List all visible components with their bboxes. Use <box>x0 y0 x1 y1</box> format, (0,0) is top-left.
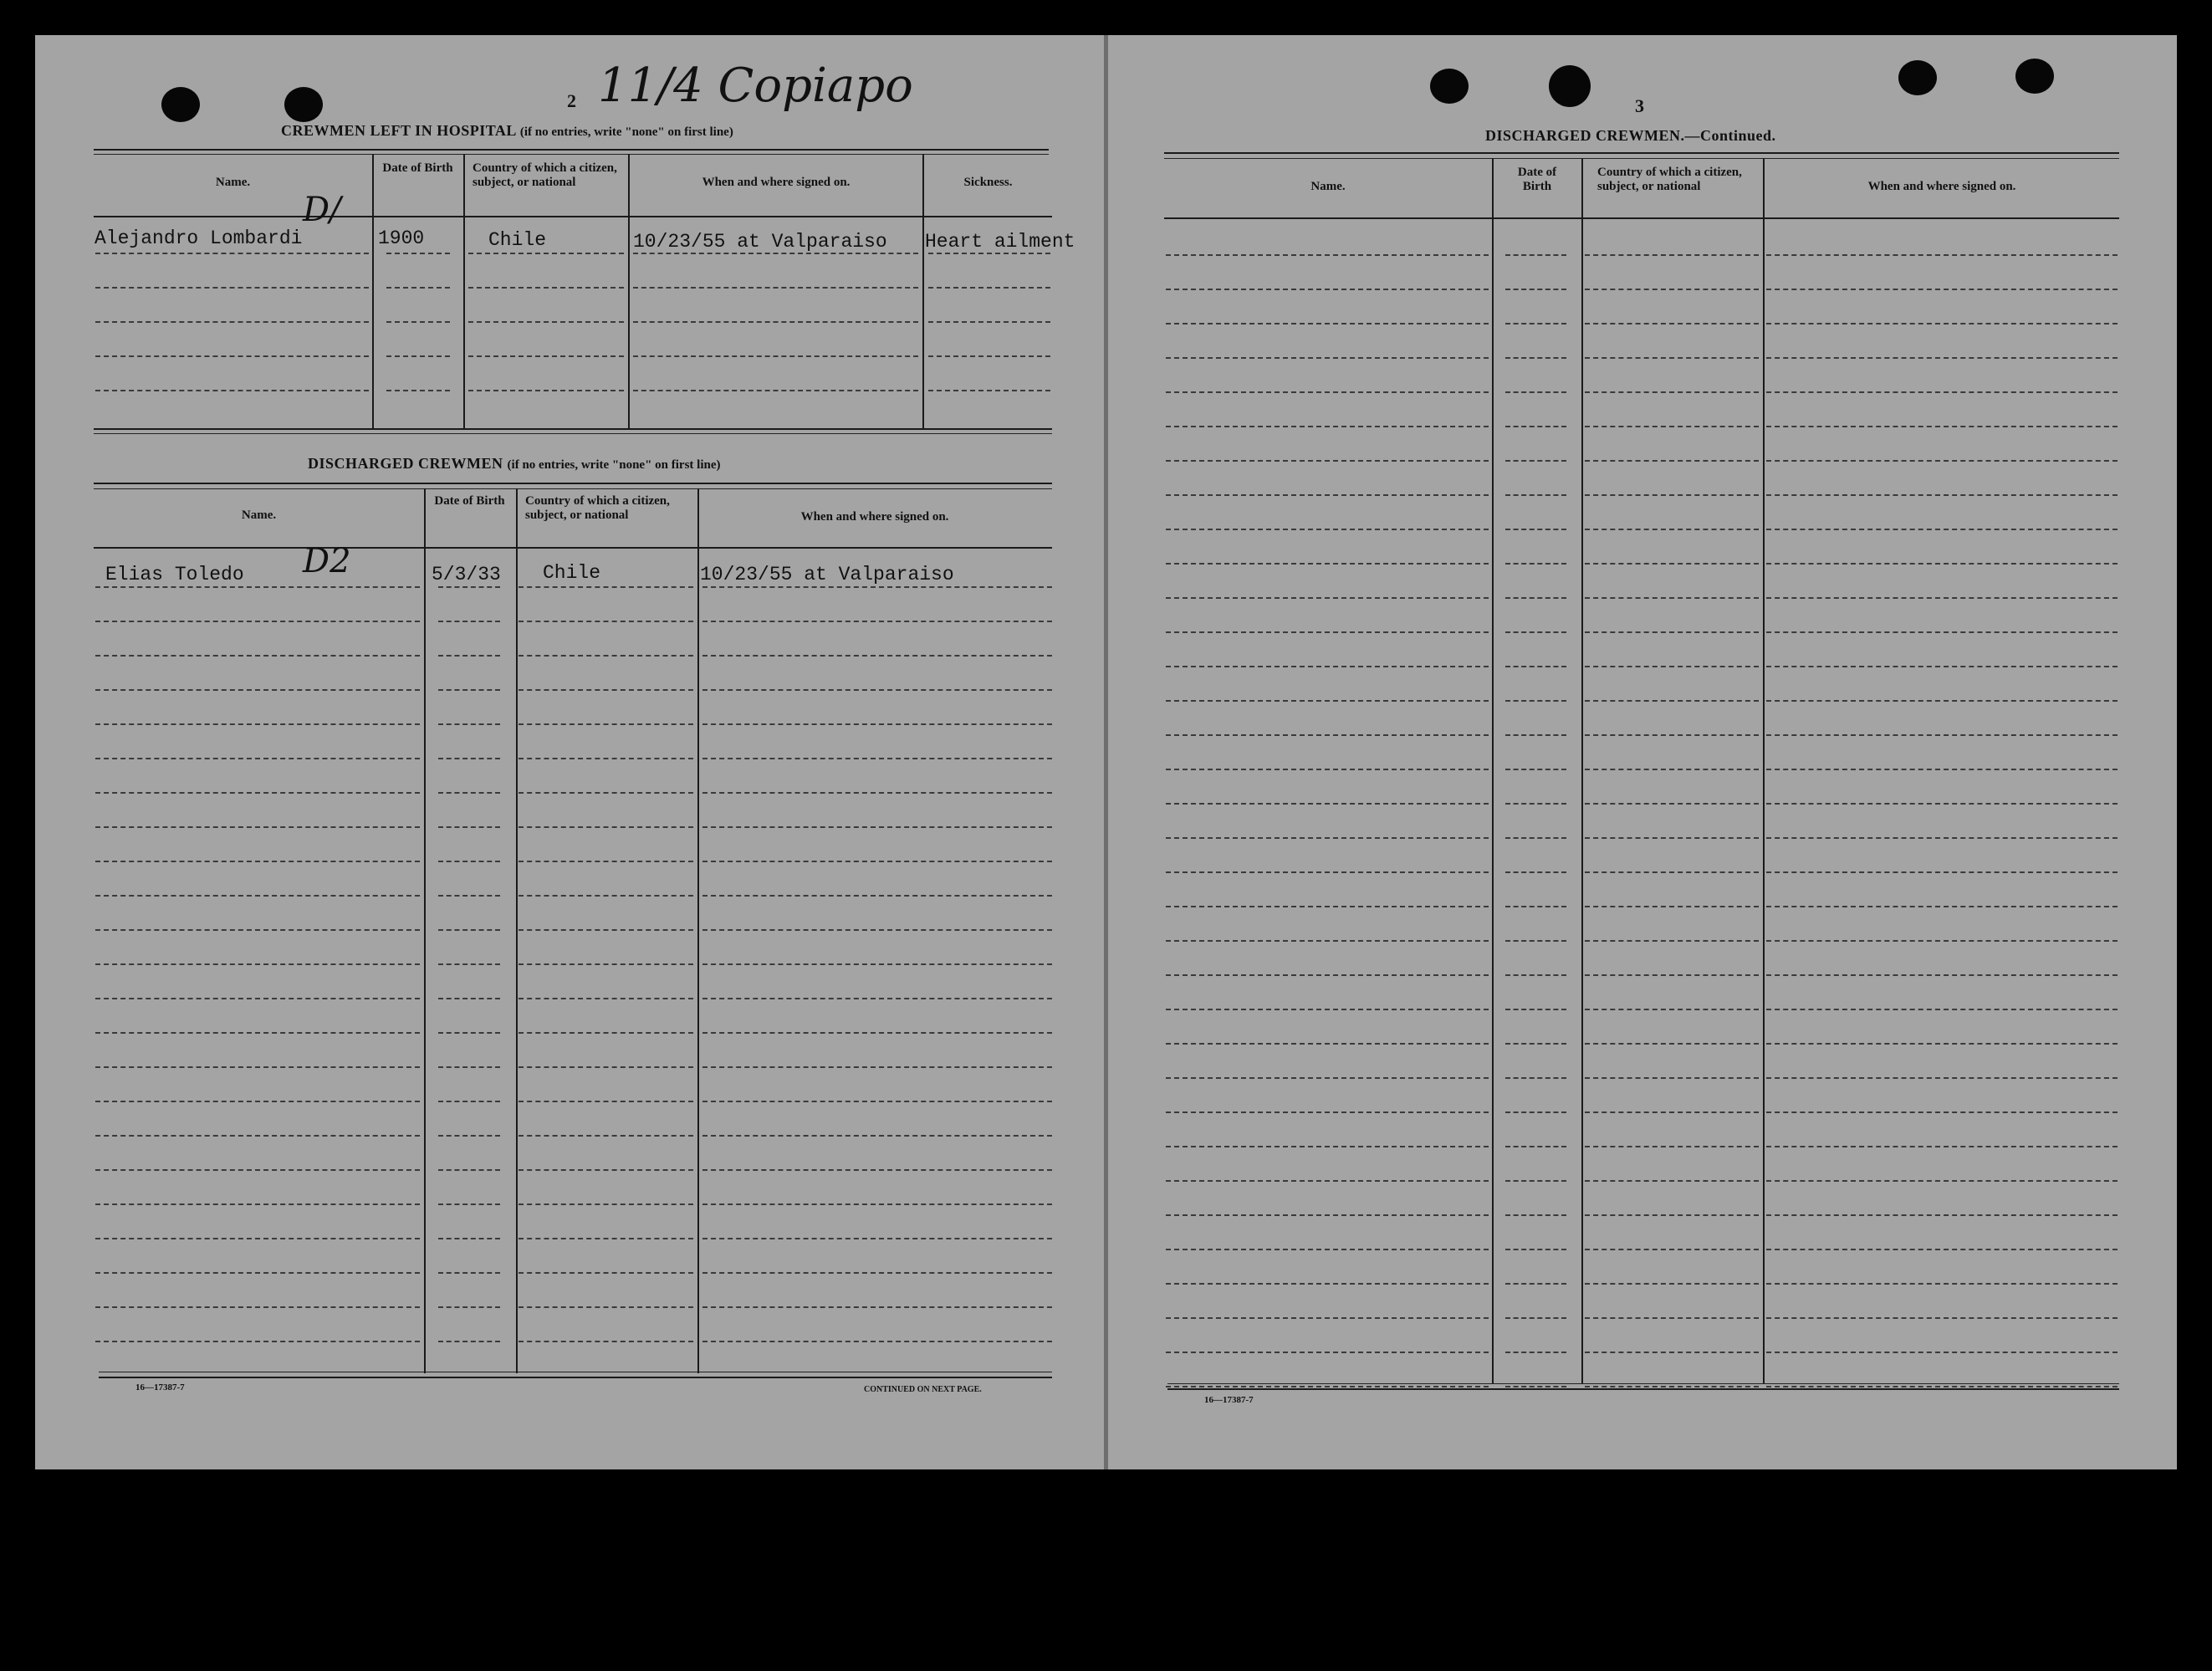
ruled-line <box>1585 1146 1759 1147</box>
ruled-line <box>1166 460 1489 462</box>
ruled-line <box>1166 1180 1489 1182</box>
ruled-line <box>95 758 420 759</box>
hospital-col-sickness: Sickness. <box>963 176 1013 189</box>
ruled-line <box>468 287 624 289</box>
ruled-line <box>702 963 1052 965</box>
hospital-note: (if no entries, write "none" on first line) <box>519 125 733 139</box>
ruled-line <box>928 253 1050 254</box>
ruled-line <box>1505 734 1566 736</box>
ruled-line <box>1585 1283 1759 1285</box>
ruled-line <box>702 1135 1052 1137</box>
ruled-line <box>95 963 420 965</box>
ruled-line <box>468 253 624 254</box>
ruled-line <box>1166 254 1489 256</box>
ruled-line <box>1505 494 1566 496</box>
ruled-line <box>95 655 420 657</box>
punch-hole <box>1430 69 1469 104</box>
ruled-line <box>1585 391 1759 393</box>
handwritten-mark: D2 <box>303 542 351 580</box>
hospital-row-signed-on: 10/23/55 at Valparaiso <box>633 231 887 253</box>
ruled-line <box>1166 289 1489 290</box>
hospital-row-sickness: Heart ailment <box>925 231 1075 253</box>
ruled-line <box>386 355 450 357</box>
ruled-line <box>438 1203 500 1205</box>
ruled-line <box>1766 837 2117 839</box>
ruled-line <box>1505 357 1566 359</box>
ruled-line <box>1166 906 1489 907</box>
ruled-line <box>928 287 1050 289</box>
ruled-line <box>1585 529 1759 530</box>
ruled-line <box>1505 1146 1566 1147</box>
ruled-line <box>95 689 420 691</box>
ruled-line <box>1766 1111 2117 1113</box>
ruled-line <box>702 655 1052 657</box>
ruled-line <box>1585 426 1759 427</box>
ruled-line <box>702 929 1052 931</box>
ruled-line <box>1166 666 1489 667</box>
ruled-line <box>519 758 693 759</box>
ruled-line <box>1585 631 1759 633</box>
ruled-line <box>1766 631 2117 633</box>
hospital-section-title <box>281 122 733 140</box>
ruled-line <box>1505 1111 1566 1113</box>
ruled-line <box>1505 1249 1566 1250</box>
punch-hole <box>284 87 323 122</box>
ruled-line <box>1766 1317 2117 1319</box>
ruled-line <box>1505 769 1566 770</box>
ruled-line <box>702 895 1052 897</box>
ruled-line <box>1166 323 1489 324</box>
ruled-line <box>1505 1386 1566 1387</box>
ruled-line <box>95 287 369 289</box>
ruled-line <box>519 998 693 999</box>
ruled-line <box>1166 1249 1489 1250</box>
discharged-row-dob: 5/3/33 <box>432 564 501 585</box>
ruled-line <box>1505 1352 1566 1353</box>
punch-hole <box>1898 60 1937 95</box>
ruled-line <box>1585 1214 1759 1216</box>
ruled-line <box>1166 769 1489 770</box>
ruled-line <box>95 861 420 862</box>
ruled-line <box>95 723 420 725</box>
ruled-line <box>519 1135 693 1137</box>
ruled-line <box>1166 357 1489 359</box>
ruled-line <box>1585 837 1759 839</box>
ruled-line <box>633 287 918 289</box>
ruled-line <box>1766 666 2117 667</box>
ruled-line <box>95 929 420 931</box>
ruled-line <box>438 1272 500 1274</box>
ruled-line <box>1585 460 1759 462</box>
ruled-line <box>438 1306 500 1308</box>
ruled-line <box>1585 563 1759 565</box>
ruled-line <box>438 1238 500 1239</box>
ruled-line <box>1166 1352 1489 1353</box>
ruled-line <box>702 1066 1052 1068</box>
hospital-col-name: Name. <box>215 176 251 189</box>
ruled-line <box>1166 974 1489 976</box>
ruled-line <box>702 792 1052 794</box>
ruled-line <box>95 826 420 828</box>
right-col-dob: Date of Birth <box>1517 166 1557 193</box>
ruled-line <box>1766 734 2117 736</box>
ruled-line <box>1585 1111 1759 1113</box>
discharged-title: DISCHARGED CREWMEN <box>308 455 503 472</box>
ruled-line <box>95 895 420 897</box>
ruled-line <box>702 1203 1052 1205</box>
punch-hole <box>1549 65 1591 107</box>
discharged-section-title <box>308 455 720 473</box>
ruled-line <box>1585 1077 1759 1079</box>
ruled-line <box>1585 597 1759 599</box>
ruled-line <box>1766 1009 2117 1010</box>
ruled-line <box>1585 906 1759 907</box>
ruled-line <box>1766 1283 2117 1285</box>
ruled-line <box>95 1341 420 1342</box>
ruled-line <box>1166 1317 1489 1319</box>
ruled-line <box>1166 597 1489 599</box>
ruled-line <box>438 861 500 862</box>
page-number: 2 <box>567 90 576 111</box>
handwritten-annotation: 11/4 Copiapo <box>598 59 913 113</box>
ruled-line <box>95 1238 420 1239</box>
ruled-line <box>519 689 693 691</box>
punch-hole <box>2015 59 2054 94</box>
hospital-row-country: Chile <box>488 229 547 251</box>
ruled-line <box>1585 1249 1759 1250</box>
ruled-line <box>702 861 1052 862</box>
right-col-name: Name. <box>1310 180 1346 193</box>
ruled-line <box>702 723 1052 725</box>
ruled-line <box>95 1135 420 1137</box>
ruled-line <box>438 1101 500 1102</box>
ruled-line <box>1585 769 1759 770</box>
ruled-line <box>519 621 693 622</box>
ruled-line <box>1166 803 1489 805</box>
ruled-line <box>702 1169 1052 1171</box>
ruled-line <box>1585 289 1759 290</box>
ruled-line <box>1505 1009 1566 1010</box>
ruled-line <box>1766 1249 2117 1250</box>
ruled-line <box>1585 1386 1759 1387</box>
ruled-line <box>1505 906 1566 907</box>
ruled-line <box>519 723 693 725</box>
ruled-line <box>1585 254 1759 256</box>
ruled-line <box>1505 391 1566 393</box>
ruled-line <box>928 390 1050 391</box>
right-col-signed-on: When and where signed on. <box>1867 180 2016 193</box>
ruled-line <box>519 1341 693 1342</box>
ruled-line <box>519 792 693 794</box>
ruled-line <box>1766 323 2117 324</box>
ruled-line <box>386 321 450 323</box>
ruled-line <box>1505 1214 1566 1216</box>
ruled-line <box>1505 666 1566 667</box>
ruled-line <box>1505 529 1566 530</box>
ruled-line <box>633 390 918 391</box>
ruled-line <box>1166 700 1489 702</box>
ruled-line <box>1166 940 1489 942</box>
ruled-line <box>1585 700 1759 702</box>
ruled-line <box>1585 803 1759 805</box>
ruled-line <box>1766 254 2117 256</box>
ruled-line <box>438 723 500 725</box>
form-number: 16—17387-7 <box>1204 1395 1254 1405</box>
ruled-line <box>519 1066 693 1068</box>
ruled-line <box>519 895 693 897</box>
ruled-line <box>438 792 500 794</box>
ruled-line <box>95 321 369 323</box>
ruled-line <box>1166 1283 1489 1285</box>
ruled-line <box>1166 563 1489 565</box>
ruled-line <box>1585 940 1759 942</box>
ruled-line <box>519 1169 693 1171</box>
ruled-line <box>438 1135 500 1137</box>
ruled-line <box>633 355 918 357</box>
ruled-line <box>1505 1317 1566 1319</box>
ruled-line <box>1766 563 2117 565</box>
ruled-line <box>702 998 1052 999</box>
hospital-col-country: Country of which a citizen, subject, or national <box>473 161 617 189</box>
ruled-line <box>1585 1317 1759 1319</box>
ruled-line <box>702 826 1052 828</box>
ruled-line <box>1166 631 1489 633</box>
ruled-line <box>1766 529 2117 530</box>
ruled-line <box>1166 1111 1489 1113</box>
ruled-line <box>1766 940 2117 942</box>
ruled-line <box>1166 1077 1489 1079</box>
hospital-row-name: Alejandro Lombardi <box>95 227 303 249</box>
ruled-line <box>95 355 369 357</box>
ruled-line <box>1766 700 2117 702</box>
ruled-line <box>438 1066 500 1068</box>
ruled-line <box>928 355 1050 357</box>
ruled-line <box>1505 460 1566 462</box>
ruled-line <box>1585 666 1759 667</box>
ruled-line <box>468 355 624 357</box>
hospital-row-dob: 1900 <box>378 227 425 249</box>
ruled-line <box>1766 1077 2117 1079</box>
ruled-line <box>95 998 420 999</box>
ruled-line <box>519 861 693 862</box>
ruled-line <box>1766 1180 2117 1182</box>
ruled-line <box>1766 1043 2117 1045</box>
ruled-line <box>438 689 500 691</box>
ruled-line <box>519 1032 693 1034</box>
handwritten-mark: D/ <box>303 191 341 229</box>
ruled-line <box>519 929 693 931</box>
ruled-line <box>95 390 369 391</box>
ruled-line <box>1766 769 2117 770</box>
discharged-row-name: Elias Toledo <box>105 564 244 585</box>
ruled-line <box>1766 426 2117 427</box>
ruled-line <box>1505 426 1566 427</box>
right-page <box>1108 35 2177 1469</box>
ruled-line <box>1766 1146 2117 1147</box>
ruled-line <box>95 1032 420 1034</box>
discharged-row-signed-on: 10/23/55 at Valparaiso <box>700 564 954 585</box>
ruled-line <box>633 321 918 323</box>
ruled-line <box>438 1032 500 1034</box>
ruled-line <box>1585 494 1759 496</box>
ruled-line <box>1766 289 2117 290</box>
ruled-line <box>1166 391 1489 393</box>
ruled-line <box>95 621 420 622</box>
discharged-col-dob: Date of Birth <box>434 494 505 508</box>
ruled-line <box>1166 871 1489 873</box>
right-section-title: DISCHARGED CREWMEN.—Continued. <box>1485 127 1776 144</box>
ruled-line <box>1585 1180 1759 1182</box>
ruled-line <box>95 586 420 588</box>
ruled-line <box>1585 1009 1759 1010</box>
ruled-line <box>702 1032 1052 1034</box>
ruled-line <box>1766 1214 2117 1216</box>
ruled-line <box>1766 1352 2117 1353</box>
ruled-line <box>519 1272 693 1274</box>
ruled-line <box>702 758 1052 759</box>
ruled-line <box>438 1169 500 1171</box>
ruled-line <box>438 1341 500 1342</box>
ruled-line <box>1585 1043 1759 1045</box>
ruled-line <box>1166 1214 1489 1216</box>
ruled-line <box>702 1272 1052 1274</box>
ruled-line <box>702 1341 1052 1342</box>
hospital-col-dob: Date of Birth <box>382 161 453 175</box>
ruled-line <box>702 586 1052 588</box>
ruled-line <box>519 963 693 965</box>
ruled-line <box>1585 734 1759 736</box>
ruled-line <box>1766 460 2117 462</box>
ruled-line <box>438 998 500 999</box>
ruled-line <box>702 1238 1052 1239</box>
ruled-line <box>1585 974 1759 976</box>
ruled-line <box>702 621 1052 622</box>
ruled-line <box>519 826 693 828</box>
ruled-line <box>1766 974 2117 976</box>
ruled-line <box>386 287 450 289</box>
ruled-line <box>519 1238 693 1239</box>
ruled-line <box>1766 803 2117 805</box>
ruled-line <box>928 321 1050 323</box>
ruled-line <box>519 655 693 657</box>
ruled-line <box>95 1066 420 1068</box>
ruled-line <box>1505 631 1566 633</box>
ruled-line <box>468 321 624 323</box>
ruled-line <box>633 253 918 254</box>
ruled-line <box>1505 1077 1566 1079</box>
ruled-line <box>468 390 624 391</box>
page-number: 3 <box>1635 95 1644 116</box>
ruled-line <box>438 621 500 622</box>
ruled-line <box>1766 906 2117 907</box>
ruled-line <box>1766 357 2117 359</box>
ruled-line <box>1166 426 1489 427</box>
ruled-line <box>519 1306 693 1308</box>
ruled-line <box>386 390 450 391</box>
ruled-line <box>438 895 500 897</box>
ruled-line <box>1166 529 1489 530</box>
ruled-line <box>702 689 1052 691</box>
ruled-line <box>1166 1043 1489 1045</box>
ruled-line <box>95 1169 420 1171</box>
ruled-line <box>519 586 693 588</box>
ruled-line <box>1585 1352 1759 1353</box>
ruled-line <box>438 929 500 931</box>
ruled-line <box>1166 494 1489 496</box>
discharged-row-country: Chile <box>543 562 601 584</box>
ruled-line <box>1505 563 1566 565</box>
ruled-line <box>1766 1386 2117 1387</box>
discharged-col-signed-on: When and where signed on. <box>800 510 949 524</box>
ruled-line <box>1766 871 2117 873</box>
ruled-line <box>95 253 369 254</box>
ruled-line <box>1505 837 1566 839</box>
ruled-line <box>1766 494 2117 496</box>
ruled-line <box>1166 837 1489 839</box>
ruled-line <box>438 586 500 588</box>
ruled-line <box>95 1101 420 1102</box>
ruled-line <box>1505 1283 1566 1285</box>
ruled-line <box>1766 391 2117 393</box>
ruled-line <box>95 1306 420 1308</box>
ruled-line <box>1505 871 1566 873</box>
ruled-line <box>1585 357 1759 359</box>
ruled-line <box>1166 1009 1489 1010</box>
ruled-line <box>386 253 450 254</box>
hospital-col-signed-on: When and where signed on. <box>702 176 851 189</box>
ruled-line <box>1505 1043 1566 1045</box>
discharged-col-country: Country of which a citizen, subject, or national <box>525 494 670 522</box>
discharged-col-name: Name. <box>241 508 277 522</box>
ruled-line <box>438 826 500 828</box>
ruled-line <box>1166 1386 1489 1387</box>
ruled-line <box>1505 323 1566 324</box>
ruled-line <box>702 1306 1052 1308</box>
ruled-line <box>1505 289 1566 290</box>
ruled-line <box>1166 734 1489 736</box>
ruled-line <box>1585 323 1759 324</box>
ruled-line <box>1505 803 1566 805</box>
continued-footer: CONTINUED ON NEXT PAGE. <box>864 1385 982 1394</box>
ruled-line <box>438 963 500 965</box>
ruled-line <box>1766 597 2117 599</box>
ruled-line <box>95 792 420 794</box>
ruled-line <box>1505 700 1566 702</box>
right-col-country: Country of which a citizen, subject, or national <box>1597 166 1742 193</box>
ruled-line <box>1505 974 1566 976</box>
ruled-line <box>1505 940 1566 942</box>
ruled-line <box>702 1101 1052 1102</box>
ruled-line <box>438 655 500 657</box>
ruled-line <box>1505 597 1566 599</box>
hospital-title: CREWMEN LEFT IN HOSPITAL <box>281 122 516 139</box>
discharged-note: (if no entries, write "none" on first line) <box>507 458 721 472</box>
ruled-line <box>95 1272 420 1274</box>
ruled-line <box>1505 1180 1566 1182</box>
ruled-line <box>1505 254 1566 256</box>
ruled-line <box>438 758 500 759</box>
punch-hole <box>161 87 200 122</box>
ruled-line <box>95 1203 420 1205</box>
ruled-line <box>519 1101 693 1102</box>
ruled-line <box>1585 871 1759 873</box>
ruled-line <box>1166 1146 1489 1147</box>
ruled-line <box>519 1203 693 1205</box>
form-number: 16—17387-7 <box>135 1382 185 1392</box>
